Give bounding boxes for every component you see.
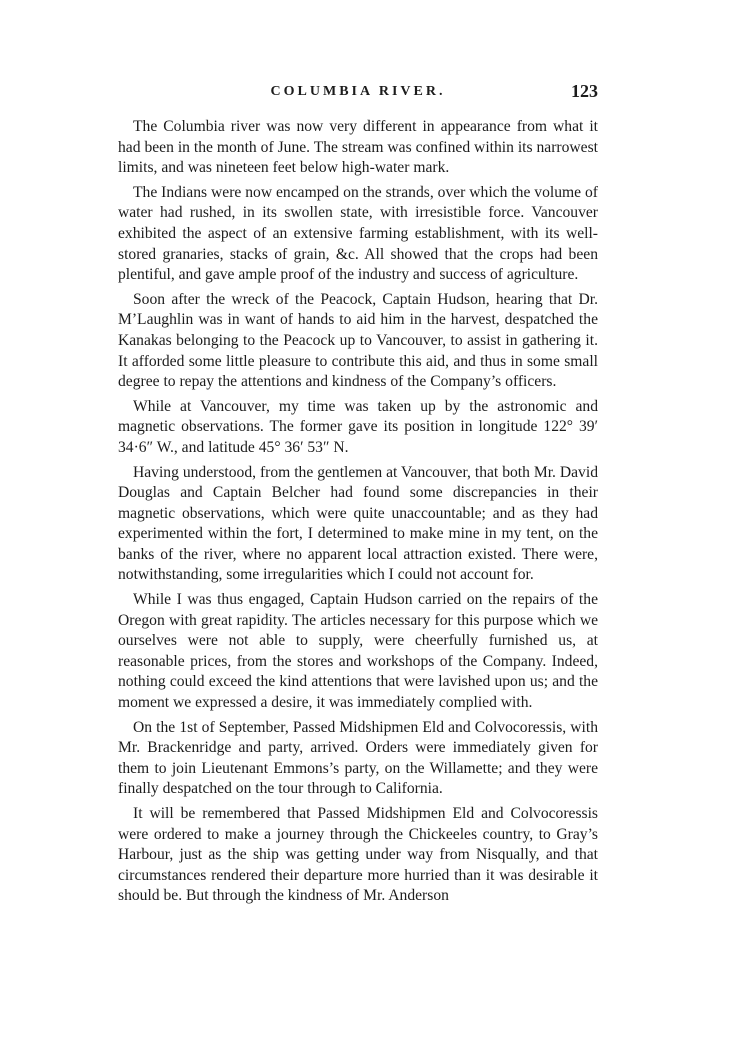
paragraph: The Columbia river was now very different in appearance from what it had been in the month of June. The stream was confined within its narrowest limits, and was nineteen feet below high-water mark. [118, 118, 598, 177]
running-header [118, 81, 598, 108]
page-number: 123 [571, 81, 598, 101]
paragraph: While at Vancouver, my time was taken up by the astronomic and magnetic observations. The former gave its position in longitude 122° 39′ 34·6″ W., and latitude 45° 36′ 53″ N. [118, 397, 598, 456]
body-text [118, 117, 598, 911]
paragraph: The Indians were now encamped on the strands, over which the volume of water had rushed, in its swollen state, with irresistible force. Vancouver exhibited the aspect of an extensive farming establishment, with its well-stored granaries, stacks of grain, &c. All showed that the crops had been plentiful, and gave ample proof of the industry and success of agriculture. [118, 183, 598, 284]
running-title: COLUMBIA RIVER. [270, 84, 446, 99]
paragraph: It will be remembered that Passed Midshipmen Eld and Colvocoressis were ordered to make a journey through the Chickeeles country, to Gray’s Harbour, just as the ship was getting under way from Nisqually, and that circumstances rendered their departure more hurried than it was desirable it should be. But through the kindness of Mr. Anderson [118, 805, 598, 905]
paragraph: Soon after the wreck of the Peacock, Captain Hudson, hearing that Dr. M’Laughlin was in want of hands to aid him in the harvest, despatched the Kanakas belonging to the Peacock up to Vancouver, to assist in gathering it. It afforded some little pleasure to contribute this aid, and thus in some small degree to repay the attentions and kindness of the Company’s officers. [118, 290, 598, 391]
paragraph: On the 1st of September, Passed Midshipmen Eld and Colvocoressis, with Mr. Brackenridge and party, arrived. Orders were immediately given for them to join Lieutenant Emmons’s party, on the Willamette; and they were finally despatched on the tour through to California. [118, 718, 598, 798]
paragraph: Having understood, from the gentlemen at Vancouver, that both Mr. David Douglas and Captain Belcher had found some discrepancies in their magnetic observations, which were quite unaccountable; and as they had experimented within the fort, I determined to make mine in my tent, on the banks of the river, where no apparent local attraction existed. There were, notwithstanding, some irregularities which I could not account for. [118, 463, 598, 584]
paragraph: While I was thus engaged, Captain Hudson carried on the repairs of the Oregon with great rapidity. The articles necessary for this purpose which we ourselves were not able to supply, were cheerfully furnished us, at reasonable prices, from the stores and workshops of the Company. Indeed, nothing could exceed the kind attentions that were lavished upon us; and the moment we expressed a desire, it was immediately complied with. [118, 591, 598, 712]
